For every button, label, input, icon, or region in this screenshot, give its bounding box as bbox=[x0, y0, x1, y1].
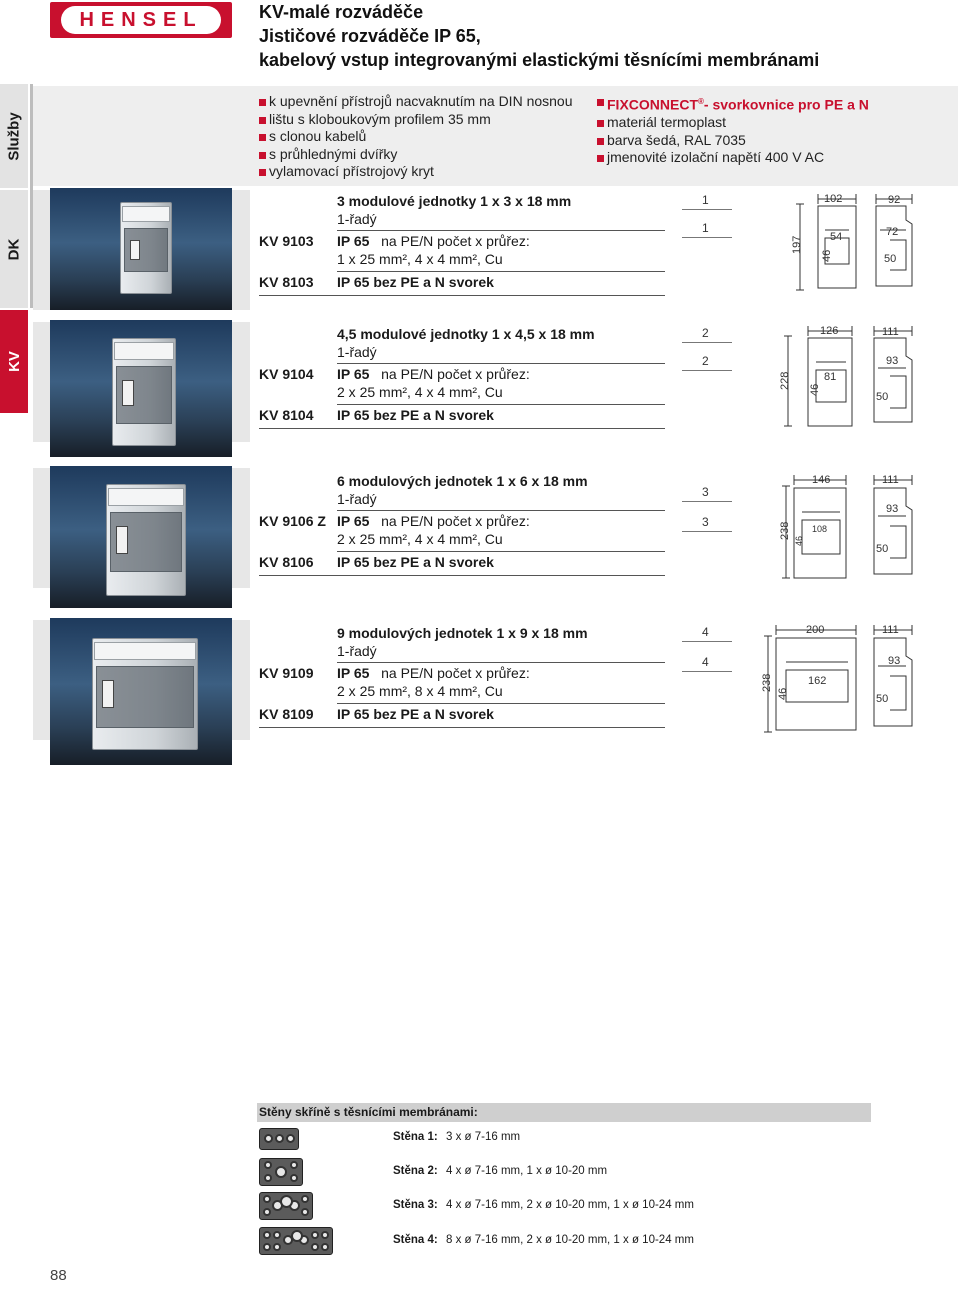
product-rows: 1-řadý bbox=[337, 490, 377, 507]
dim-inner: 81 bbox=[824, 371, 837, 383]
product-code: KV 9104 bbox=[259, 366, 314, 382]
gland-row-2 bbox=[257, 1158, 871, 1190]
dim-depth: 111 bbox=[882, 474, 899, 486]
product-cross-section: 1 x 25 mm², 4 x 4 mm², Cu bbox=[337, 250, 503, 267]
qty-value: 4 bbox=[702, 625, 709, 639]
feature-item: s průhlednými dvířky bbox=[259, 146, 579, 164]
dim-inner: 108 bbox=[812, 524, 828, 534]
features-right bbox=[597, 93, 937, 167]
dim-height: 238 bbox=[761, 673, 773, 692]
product-block-2 bbox=[259, 326, 665, 425]
feature-item bbox=[259, 111, 579, 129]
dim-depth3: 50 bbox=[876, 543, 889, 555]
dim-din: 46 bbox=[821, 249, 833, 262]
tab-dk-label: DK bbox=[5, 238, 23, 260]
logo-text: HENSEL bbox=[79, 8, 203, 31]
product-code: KV 9106 Z bbox=[259, 513, 326, 529]
tab-kv[interactable] bbox=[0, 310, 28, 413]
product-heading: 9 modulových jednotek 1 x 9 x 18 mm bbox=[337, 625, 588, 641]
dim-width: 200 bbox=[806, 624, 825, 636]
product-cross-section: 2 x 25 mm², 4 x 4 mm², Cu bbox=[337, 383, 503, 400]
hensel-logo bbox=[50, 2, 232, 38]
fixconnect-brand: FIXCONNECT bbox=[607, 96, 698, 113]
gland-label: Stěna 3: bbox=[393, 1199, 438, 1211]
ip-rating: IP 65 bbox=[337, 233, 370, 249]
tab-sluzby[interactable] bbox=[0, 84, 28, 188]
wall-1-icon bbox=[259, 1128, 299, 1150]
product-rows: 1-řadý bbox=[337, 210, 377, 227]
title-line-1: KV-malé rozváděče bbox=[259, 2, 424, 22]
dim-width: 102 bbox=[824, 193, 843, 205]
dim-depth2: 93 bbox=[888, 655, 901, 667]
product-photo-1 bbox=[50, 188, 232, 310]
product-heading: 4,5 modulové jednotky 1 x 4,5 x 18 mm bbox=[337, 326, 595, 342]
product-cross-section: 2 x 25 mm², 4 x 4 mm², Cu bbox=[337, 530, 503, 547]
product-code: KV 8103 bbox=[259, 274, 314, 290]
qty-value: 4 bbox=[702, 655, 709, 669]
dim-inner: 162 bbox=[808, 675, 827, 687]
gland-label: Stěna 1: bbox=[393, 1131, 438, 1143]
dim-depth2: 93 bbox=[886, 503, 899, 515]
fixconnect-rest: - svorkovnice pro PE a N bbox=[703, 96, 869, 113]
ip-rating: IP 65 bbox=[337, 513, 370, 529]
product-block-1 bbox=[259, 193, 665, 292]
feature-item: materiál termoplast bbox=[597, 114, 937, 132]
tab-dk[interactable] bbox=[0, 190, 28, 308]
dim-height: 228 bbox=[779, 371, 791, 390]
dim-din: 46 bbox=[777, 687, 789, 700]
dim-depth: 111 bbox=[882, 624, 899, 636]
product-desc-no-terminals: IP 65 bez PE a N svorek bbox=[337, 706, 494, 722]
dim-depth: 111 bbox=[882, 326, 899, 338]
feature-item: jmenovité izolační napětí 400 V AC bbox=[597, 149, 937, 167]
dimension-drawing-1 bbox=[790, 190, 920, 295]
qty-value: 1 bbox=[702, 221, 709, 235]
ip-rating: IP 65 bbox=[337, 366, 370, 382]
page-number: 88 bbox=[50, 1267, 67, 1284]
product-desc: na PE/N počet x průřez: bbox=[381, 233, 530, 249]
product-code: KV 8104 bbox=[259, 407, 314, 423]
ip-rating: IP 65 bbox=[337, 665, 370, 681]
product-desc: na PE/N počet x průřez: bbox=[381, 513, 530, 529]
gland-label: Stěna 4: bbox=[393, 1234, 438, 1246]
dim-width: 146 bbox=[812, 474, 831, 486]
product-cross-section: 2 x 25 mm², 8 x 4 mm², Cu bbox=[337, 682, 503, 699]
dim-depth2: 72 bbox=[886, 226, 899, 238]
features-left bbox=[259, 93, 579, 181]
fixconnect-reg: ® bbox=[698, 97, 704, 106]
gland-row-1 bbox=[257, 1124, 871, 1156]
product-photo-3 bbox=[50, 466, 232, 608]
product-desc-no-terminals: IP 65 bez PE a N svorek bbox=[337, 554, 494, 570]
qty-value: 2 bbox=[702, 326, 709, 340]
product-desc-no-terminals: IP 65 bez PE a N svorek bbox=[337, 274, 494, 290]
dim-depth3: 50 bbox=[876, 391, 889, 403]
gland-value: 4 x ø 7-16 mm, 2 x ø 10-20 mm, 1 x ø 10-24 mm bbox=[446, 1199, 694, 1211]
dim-din: 46 bbox=[809, 383, 821, 396]
dimension-drawing-3 bbox=[776, 470, 918, 582]
feature-item: s clonou kabelů bbox=[259, 128, 579, 146]
product-heading: 6 modulových jednotek 1 x 6 x 18 mm bbox=[337, 473, 588, 489]
tab-kv-label: KV bbox=[5, 351, 23, 372]
dim-depth3: 50 bbox=[876, 693, 889, 705]
gland-row-3 bbox=[257, 1192, 871, 1224]
dim-depth: 92 bbox=[888, 194, 901, 206]
gland-label: Stěna 2: bbox=[393, 1165, 438, 1177]
gland-value: 3 x ø 7-16 mm bbox=[446, 1131, 521, 1143]
page-title bbox=[259, 0, 819, 72]
feature-item: vylamovací přístrojový kryt bbox=[259, 163, 579, 181]
product-desc: na PE/N počet x průřez: bbox=[381, 665, 530, 681]
gland-value: 4 x ø 7-16 mm, 1 x ø 10-20 mm bbox=[446, 1165, 608, 1177]
dim-width: 126 bbox=[820, 325, 839, 337]
dimension-drawing-2 bbox=[778, 322, 918, 432]
product-code: KV 9103 bbox=[259, 233, 314, 249]
wall-4-icon bbox=[259, 1227, 333, 1255]
product-rows: 1-řadý bbox=[337, 343, 377, 360]
product-photo-2 bbox=[50, 320, 232, 457]
tab-sluzby-label: Služby bbox=[5, 111, 23, 161]
dim-height: 197 bbox=[791, 235, 803, 254]
feature-fixconnect bbox=[597, 93, 937, 114]
qty-value: 3 bbox=[702, 485, 709, 499]
product-block-3 bbox=[259, 473, 665, 572]
qty-value: 3 bbox=[702, 515, 709, 529]
gland-row-4 bbox=[257, 1227, 871, 1259]
dim-din: 46 bbox=[794, 535, 804, 546]
dim-depth2: 93 bbox=[886, 355, 899, 367]
product-heading: 3 modulové jednotky 1 x 3 x 18 mm bbox=[337, 193, 572, 209]
title-line-3: kabelový vstup integrovanými elastickými těsnícími membránami bbox=[259, 50, 820, 70]
product-desc-no-terminals: IP 65 bez PE a N svorek bbox=[337, 407, 494, 423]
dim-depth3: 50 bbox=[884, 253, 897, 265]
product-desc: na PE/N počet x průřez: bbox=[381, 366, 530, 382]
dimension-drawing-4 bbox=[758, 620, 918, 736]
wall-2-icon bbox=[259, 1158, 303, 1186]
product-code: KV 9109 bbox=[259, 665, 314, 681]
title-line-2: Jističové rozváděče IP 65, bbox=[259, 26, 481, 46]
glands-heading: Stěny skříně s těsnícími membránami: bbox=[257, 1103, 871, 1122]
dim-height: 238 bbox=[779, 521, 791, 540]
product-photo-4 bbox=[50, 618, 232, 765]
product-code: KV 8109 bbox=[259, 706, 314, 722]
feature-item: barva šedá, RAL 7035 bbox=[597, 132, 937, 150]
qty-value: 1 bbox=[702, 193, 709, 207]
product-block-4 bbox=[259, 625, 665, 724]
gland-value: 8 x ø 7-16 mm, 2 x ø 10-20 mm, 1 x ø 10-24 mm bbox=[446, 1234, 694, 1246]
dim-inner: 54 bbox=[830, 231, 843, 243]
qty-value: 2 bbox=[702, 354, 709, 368]
product-code: KV 8106 bbox=[259, 554, 314, 570]
product-rows: 1-řadý bbox=[337, 642, 377, 659]
wall-3-icon bbox=[259, 1192, 313, 1220]
feature-item: k upevnění přístrojů nacvaknutím na DIN nosnou bbox=[259, 93, 579, 111]
feature-item-cont: lištu s kloboukovým profilem 35 mm bbox=[269, 110, 491, 127]
